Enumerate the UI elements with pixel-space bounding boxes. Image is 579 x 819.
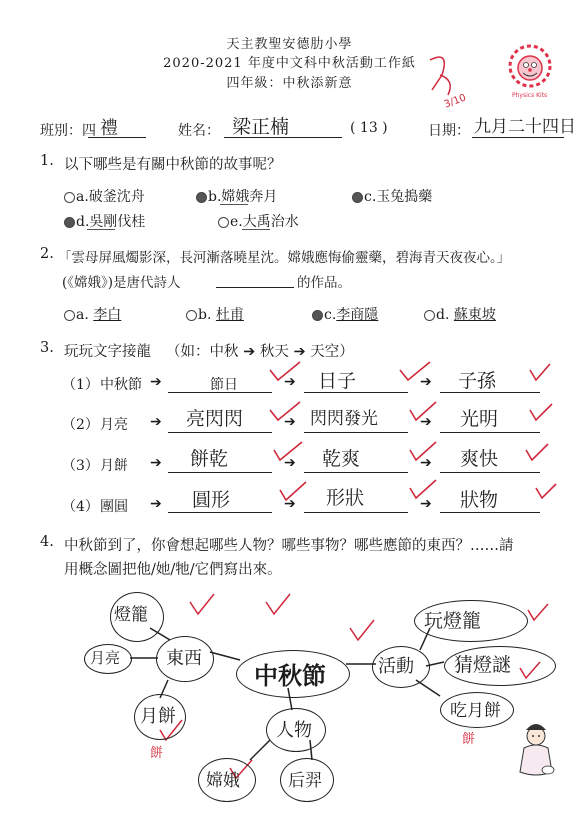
class-value: 禮 xyxy=(100,118,118,139)
q3-row3-w2: 乾爽 xyxy=(322,448,361,470)
q3-row2-start: 月亮 xyxy=(100,417,128,433)
q3-row1-w2: 日子 xyxy=(318,370,357,392)
q3-example: （如：中秋 ➔ 秋天 ➔ 天空） xyxy=(166,344,354,360)
q3-row4-w2: 形狀 xyxy=(326,487,365,509)
q1-text: 以下哪些是有關中秋節的故事呢？ xyxy=(64,157,282,173)
q3-row2-w2: 閃閃發光 xyxy=(310,409,378,429)
q3-row1-w1: 節日 xyxy=(210,377,238,393)
class-label: 班別：四 xyxy=(40,123,96,139)
q4-line1: 中秋節到了，你會想起哪些人物？哪些事物？哪些應節的東西？……請 xyxy=(64,538,514,554)
q3-row3-w3: 爽快 xyxy=(460,448,499,470)
arrow-right-icon: ➔ xyxy=(284,455,296,471)
q2-text-b: 的作品。 xyxy=(297,275,351,291)
arrow-right-icon: ➔ xyxy=(284,496,296,512)
q1-option-e[interactable]: e.大禹治水 xyxy=(218,211,299,231)
date-value: 九月二十四日 xyxy=(474,117,576,137)
arrow-right-icon: ➔ xyxy=(284,374,296,390)
q3-row2-w3: 光明 xyxy=(460,408,499,430)
arrow-right-icon: ➔ xyxy=(150,496,162,512)
radio-icon xyxy=(218,217,229,228)
concept-play-lanterns: 玩燈籠 xyxy=(424,610,482,632)
q3-row2-num: （2） xyxy=(62,417,99,433)
radio-filled-icon xyxy=(64,217,75,228)
q2-option-d[interactable]: d. 蘇東坡 xyxy=(424,304,496,324)
q1-option-d[interactable]: d.吳剛伐桂 xyxy=(64,211,145,231)
radio-filled-icon xyxy=(312,310,323,321)
arrow-right-icon: ➔ xyxy=(420,374,432,390)
concept-bottom-node: 人物 xyxy=(276,720,312,741)
q3-row4-start: 團圓 xyxy=(100,499,128,515)
radio-filled-icon xyxy=(196,192,207,203)
arrow-right-icon: ➔ xyxy=(150,374,162,390)
q2-option-a[interactable]: a. 李白 xyxy=(64,304,121,324)
concept-mooncake: 月餅 xyxy=(140,706,176,727)
logo-text: Physics Kits xyxy=(512,92,548,99)
q3-row3-w1: 餅乾 xyxy=(190,448,229,470)
q3-number: 3. xyxy=(40,340,54,356)
date-label: 日期： xyxy=(428,123,470,139)
grader-mark: 3/10 xyxy=(442,92,468,111)
arrow-right-icon: ➔ xyxy=(150,414,162,430)
correction-2: 餅 xyxy=(462,732,476,747)
q3-text: 玩玩文字接龍 xyxy=(64,344,151,360)
correction-1: 餅 xyxy=(150,746,164,761)
student-number: ( 13 ) xyxy=(350,120,388,136)
radio-filled-icon xyxy=(352,192,363,203)
q1-option-c[interactable]: c.玉兔搗藥 xyxy=(352,186,432,206)
radio-icon xyxy=(64,192,75,203)
q4-line2: 用概念圖把他/她/牠/它們寫出來。 xyxy=(64,562,282,578)
concept-change-e: 嫦娥 xyxy=(206,771,240,791)
q3-row2-w1: 亮閃閃 xyxy=(186,408,244,430)
q3-row1-w3: 子孫 xyxy=(458,370,497,392)
q3-row1-start: 中秋節 xyxy=(100,377,142,393)
q1-option-b[interactable]: b.嫦娥奔月 xyxy=(196,186,277,206)
q2-option-b[interactable]: b. 杜甫 xyxy=(186,304,244,324)
q2-option-c[interactable]: c.李商隱 xyxy=(312,304,378,324)
q3-row3-start: 月餅 xyxy=(100,458,128,474)
concept-moon: 月亮 xyxy=(90,649,121,667)
concept-left-node: 東西 xyxy=(166,648,202,669)
worksheet-subtitle: 四年級：中秋添新意 xyxy=(226,76,353,91)
arrow-right-icon: ➔ xyxy=(420,496,432,512)
q4-number: 4. xyxy=(40,534,54,550)
logo xyxy=(506,42,554,104)
radio-icon xyxy=(424,310,435,321)
arrow-right-icon: ➔ xyxy=(420,414,432,430)
q2-number: 2. xyxy=(40,246,54,262)
arrow-right-icon: ➔ xyxy=(150,455,162,471)
concept-riddles: 猜燈謎 xyxy=(454,654,512,676)
grader-scribble xyxy=(420,50,460,130)
concept-hou-yi: 后羿 xyxy=(288,771,322,791)
school-name: 天主教聖安德肋小學 xyxy=(226,37,353,52)
q3-row4-w3: 狀物 xyxy=(460,489,499,511)
change-fairy-icon xyxy=(512,720,562,780)
worksheet-title: 2020-2021 年度中文科中秋活動工作紙 xyxy=(163,56,416,71)
arrow-right-icon: ➔ xyxy=(420,455,432,471)
name-value: 梁正楠 xyxy=(232,116,290,138)
q2-poem: 「雲母屏風燭影深，長河漸落曉星沈。嫦娥應悔偷靈藥，碧海青天夜夜心。」 xyxy=(58,250,511,266)
teacher-tick-marks xyxy=(230,360,570,520)
name-label: 姓名： xyxy=(178,123,220,139)
q3-row1-num: （1） xyxy=(62,377,99,393)
q1-option-a[interactable]: a.破釜沈舟 xyxy=(64,186,145,206)
concept-eat-mooncake: 吃月餅 xyxy=(450,701,501,721)
q3-row4-w1: 圓形 xyxy=(192,489,231,511)
q2-text-a: (《嫦娥》)是唐代詩人 xyxy=(62,275,181,291)
q3-row3-num: （3） xyxy=(62,458,99,474)
concept-center-label: 中秋節 xyxy=(254,662,326,690)
radio-icon xyxy=(64,310,75,321)
q1-number: 1. xyxy=(40,153,54,169)
q3-row4-num: （4） xyxy=(62,499,99,515)
concept-right-node: 活動 xyxy=(378,656,414,677)
arrow-right-icon: ➔ xyxy=(284,414,296,430)
radio-icon xyxy=(186,310,197,321)
concept-lantern: 燈籠 xyxy=(114,605,148,625)
